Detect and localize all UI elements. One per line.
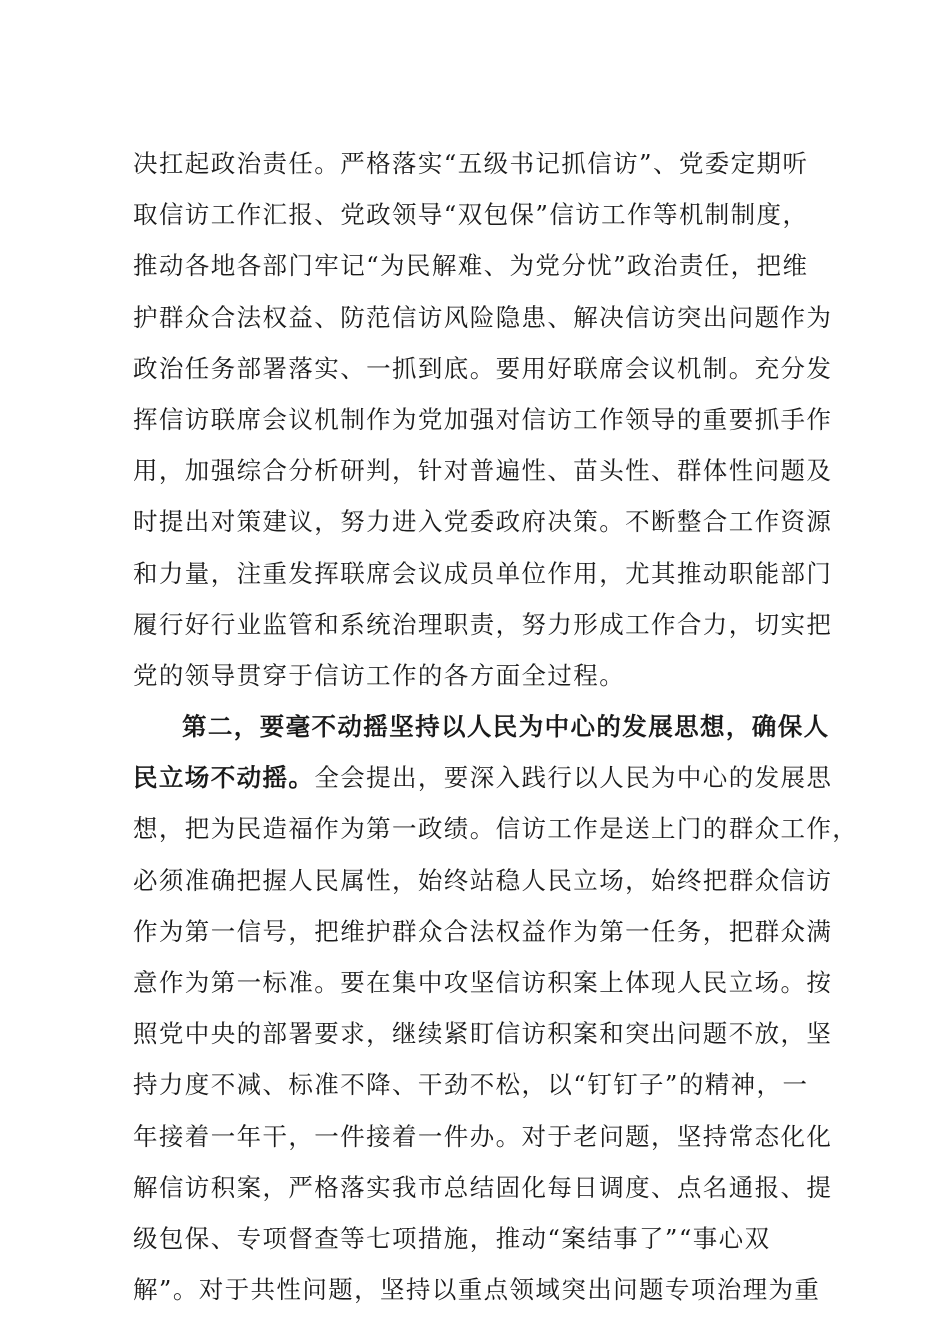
text-line: 解信访积案，严格落实我市总结固化每日调度、点名通报、提 <box>133 1172 833 1202</box>
text-line: 必须准确把握人民属性，始终站稳人民立场，始终把群众信访 <box>133 865 833 895</box>
text-line: 推动各地各部门牢记“为民解难、为党分忧”政治责任，把维 <box>133 251 809 281</box>
text-line: 政治任务部署落实、一抓到底。要用好联席会议机制。充分发 <box>133 353 833 383</box>
text-line: 作为第一信号，把维护群众合法权益作为第一任务，把群众满 <box>133 916 833 946</box>
document-body <box>133 138 859 1315</box>
text-span: 全会提出，要深入践行以人民为中心的发展思 <box>314 763 833 793</box>
text-line: 护群众合法权益、防范信访风险隐患、解决信访突出问题作为 <box>133 302 833 332</box>
paragraph-second-point <box>133 701 859 1315</box>
section-heading: 第二，要毫不动摇坚持以人民为中心的发展思想，确保人 <box>182 712 830 742</box>
text-line: 时提出对策建议，努力进入党委政府决策。不断整合工作资源 <box>133 507 833 537</box>
text-line: 级包保、专项督查等七项措施，推动“案结事了”“事心双 <box>133 1223 771 1253</box>
paragraph-continuation <box>133 138 833 701</box>
text-line: 想，把为民造福作为第一政绩。信访工作是送上门的群众工作， <box>133 814 859 844</box>
text-line: 挥信访联席会议机制作为党加强对信访工作领导的重要抓手作 <box>133 404 833 434</box>
text-line: 党的领导贯穿于信访工作的各方面全过程。 <box>133 660 626 690</box>
text-line: 照党中央的部署要求，继续紧盯信访积案和突出问题不放，坚 <box>133 1019 833 1049</box>
text-line <box>133 752 833 803</box>
text-line: 解”。对于共性问题，坚持以重点领域突出问题专项治理为重 <box>133 1275 821 1305</box>
section-heading-continued: 民立场不动摇。 <box>133 763 315 793</box>
text-line: 和力量，注重发挥联席会议成员单位作用，尤其推动职能部门 <box>133 558 833 588</box>
text-line <box>133 701 830 752</box>
text-line: 决扛起政治责任。严格落实“五级书记抓信访”、党委定期听 <box>133 149 809 178</box>
text-line: 年接着一年干，一件接着一件办。对于老问题，坚持常态化化 <box>133 1121 833 1151</box>
text-line: 用，加强综合分析研判，针对普遍性、苗头性、群体性问题及 <box>133 456 833 486</box>
text-line: 取信访工作汇报、党政领导“双包保”信访工作等机制制度， <box>133 200 809 230</box>
text-line: 持力度不减、标准不降、干劲不松，以“钉钉子”的精神，一 <box>133 1070 809 1100</box>
text-line: 意作为第一标准。要在集中攻坚信访积案上体现人民立场。按 <box>133 968 833 997</box>
text-line: 履行好行业监管和系统治理职责，努力形成工作合力，切实把 <box>133 609 833 639</box>
